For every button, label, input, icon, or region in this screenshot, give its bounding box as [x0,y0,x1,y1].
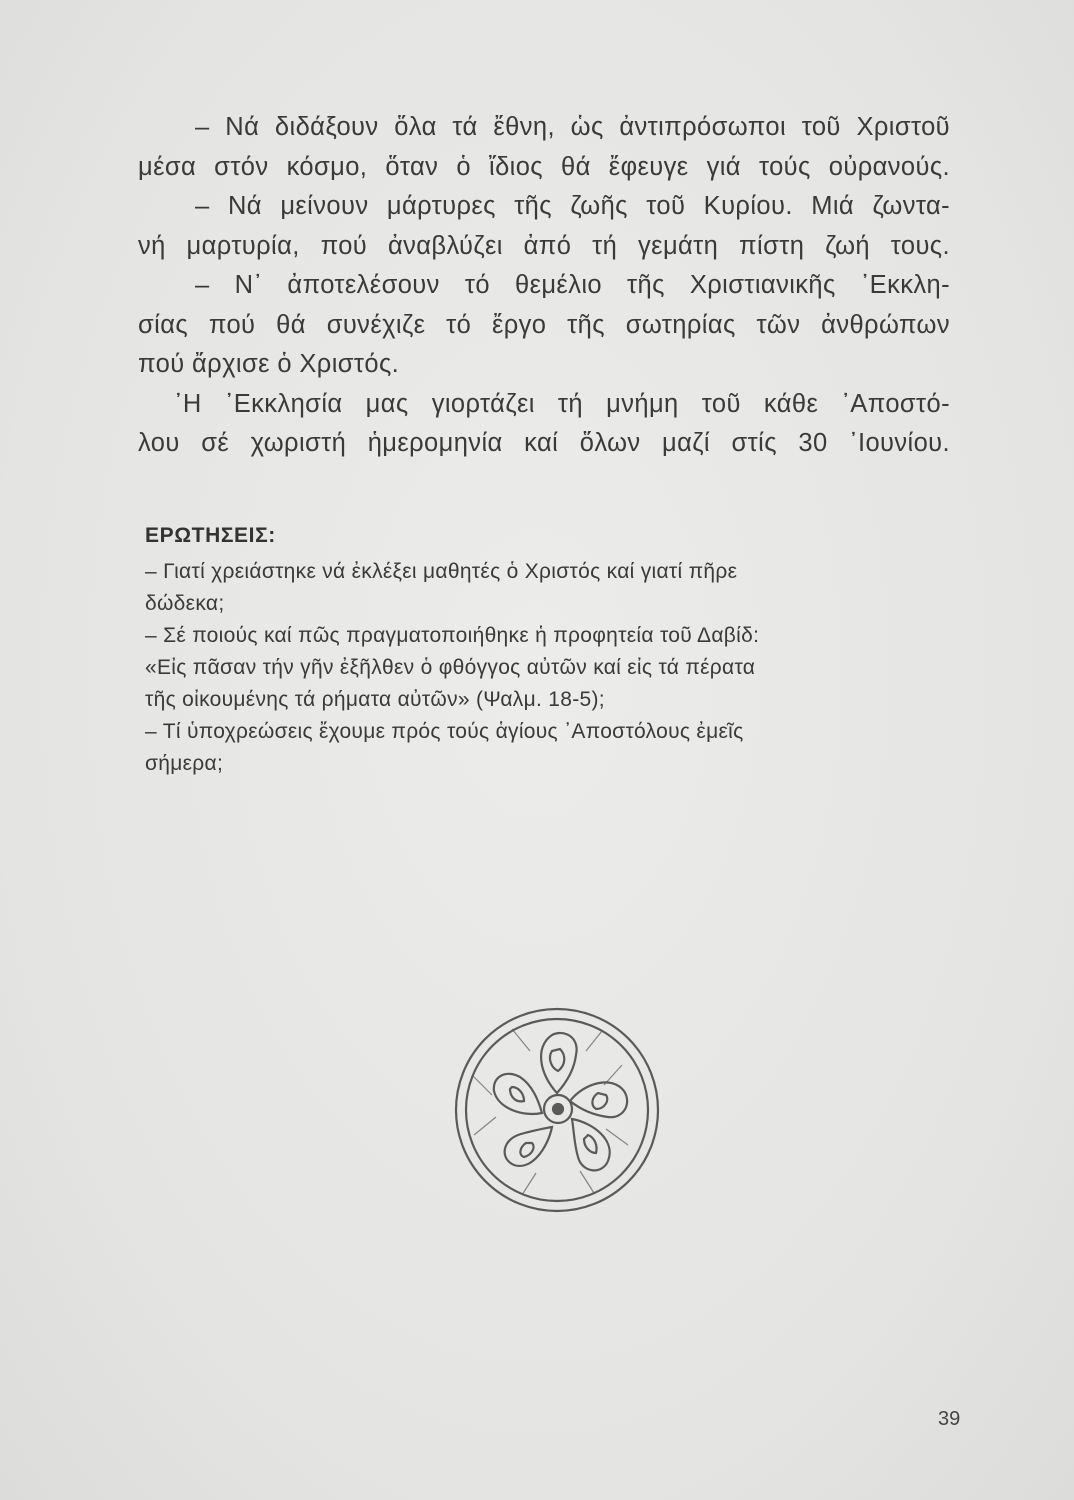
body-line-8: ᾽Η ᾽Εκκλησία μας γιορτάζει τή μνήμη τοῦ κάθε ᾽Αποστό- [174,389,950,418]
page-number: 39 [938,1408,961,1430]
question-line-4: «Εἰς πᾶσαν τήν γῆν ἐξῆλθεν ὁ φθόγγος αὐτῶν καί εἰς τά πέρατα [145,656,756,679]
questions-section [145,522,945,780]
rosette-petals [494,1033,627,1170]
question-line-6: – Τί ὑποχρεώσεις ἔχουμε πρός τούς ἁγίους ᾽Αποστόλους ἐμεῖς [145,720,744,743]
body-line-7: πού ἄρχισε ὁ Χριστός. [138,350,400,378]
questions-heading: ΕΡΩΤΗΣΕΙΣ: [145,524,276,547]
questions-text [145,556,945,780]
body-line-9: λου σέ χωριστή ἡμερομηνία καί ὅλων μαζί στίς 30 ᾽Ιουνίου. [138,429,950,457]
body-line-3: – Νά μείνουν μάρτυρες τῆς ζωῆς τοῦ Κυρίου. Μιά ζωντα- [195,192,950,220]
rosette-center-dot [553,1104,563,1114]
rosette-ornament-icon [452,1005,662,1215]
question-line-3: – Σέ ποιούς καί πῶς πραγματοποιήθηκε ἡ προφητεία τοῦ Δαβίδ: [145,624,760,647]
body-line-2: μέσα στόν κόσμο, ὅταν ὁ ἴδιος θά ἔφευγε γιά τούς οὐρανούς. [138,152,950,181]
question-line-5: τῆς οἰκουμένης τά ρήματα αὐτῶν» (Ψαλμ. 18-5); [145,688,605,711]
body-line-5: – Ν᾽ ἀποτελέσουν τό θεμέλιο τῆς Χριστιανικῆς ᾽Εκκλη- [195,271,950,299]
question-line-2: δώδεκα; [145,592,225,615]
question-line-7: σήμερα; [145,752,224,775]
body-line-6: σίας πού θά συνέχιζε τό ἔργο τῆς σωτηρίας τῶν ἀνθρώπων [138,310,950,339]
question-line-1: – Γιατί χρειάστηκε νά ἐκλέξει μαθητές ὁ Χριστός καί γιατί πῆρε [145,560,738,583]
body-line-4: νή μαρτυρία, πού ἀναβλύζει ἀπό τή γεμάτη πίστη ζωή τους. [138,231,950,260]
body-line-1: – Νά διδάξουν ὅλα τά ἔθνη, ὡς ἀντιπρόσωποι τοῦ Χριστοῦ [195,113,950,141]
body-text [138,108,950,464]
